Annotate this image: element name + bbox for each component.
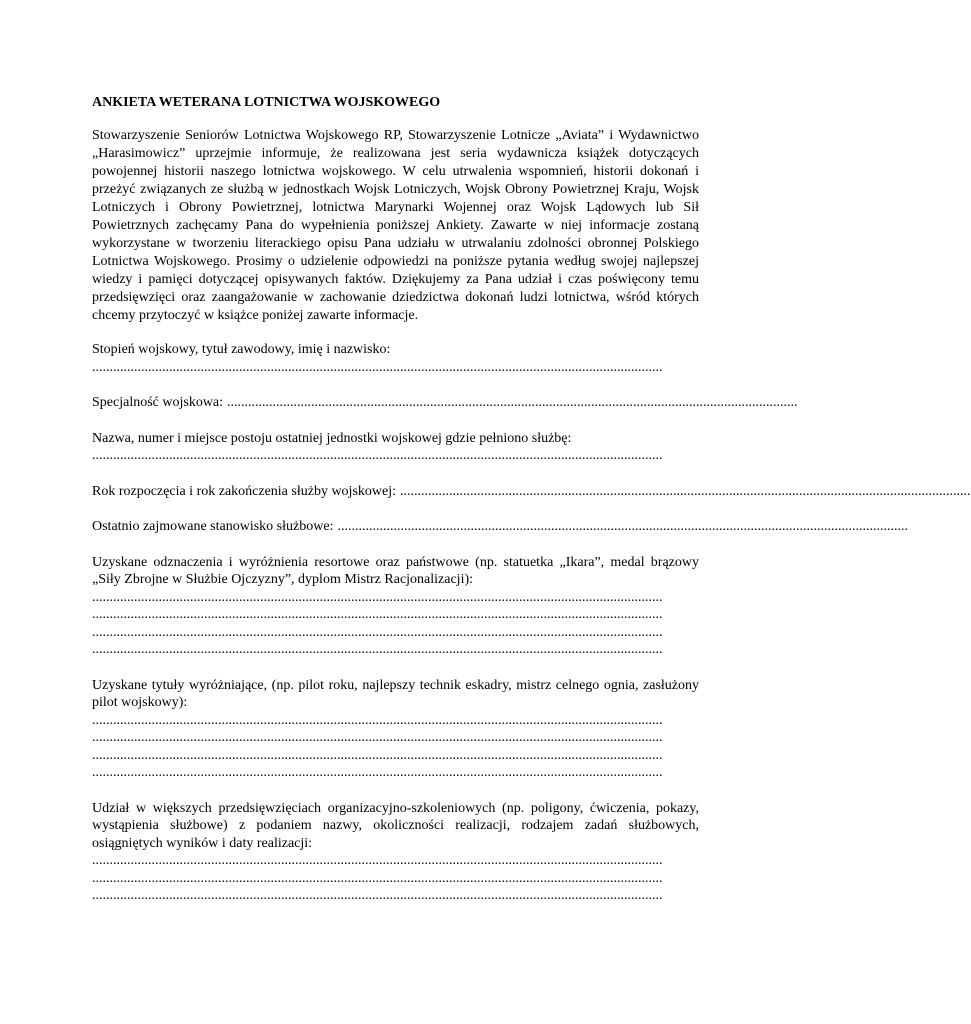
answer-line-position[interactable]: ................................................................................................................................................................... (337, 519, 908, 534)
question-position: Ostatnio zajmowane stanowisko służbowe: (92, 519, 334, 534)
question-projects: Udział w większych przedsięwzięciach organizacyjno-szkoleniowych (np. poligony, ćwiczenia, pokazy, wystąpienia służbowe) z podaniem nazwy, okoliczności realizacji, rodzajem zadań służbowych, osiągniętych wyników i daty realizacji: (92, 800, 699, 851)
question-titles-section (92, 677, 699, 782)
answer-line-projects-3[interactable]: ................................................................................................................................................................... (92, 888, 663, 903)
question-titles: Uzyskane tytuły wyróżniające, (np. pilot roku, najlepszy technik eskadry, mistrz celnego ognia, zasłużony pilot wojskowy): (92, 677, 699, 710)
question-position-section (92, 518, 908, 536)
question-years: Rok rozpoczęcia i rok zakończenia służby wojskowej: (92, 483, 397, 499)
answer-line-awards-4[interactable]: ................................................................................................................................................................... (92, 642, 663, 657)
questionnaire-page (92, 94, 971, 905)
answer-line-titles-3[interactable]: ................................................................................................................................................................... (92, 747, 663, 763)
question-projects-section (92, 800, 699, 905)
answer-line-name[interactable]: ................................................................................................................................................................... (92, 359, 663, 375)
answer-line-awards-3[interactable]: ................................................................................................................................................................... (92, 624, 663, 640)
answer-line-projects-2[interactable]: ................................................................................................................................................................... (92, 870, 663, 886)
question-name: Stopień wojskowy, tytuł zawodowy, imię i nazwisko: (92, 342, 391, 357)
intro-paragraph: Stowarzyszenie Seniorów Lotnictwa Wojskowego RP, Stowarzyszenie Lotnicze „Aviata” i Wydawnictwo „Harasimowicz” uprzejmie informuje, że realizowana jest seria wydawnicza książek dotyczących powojennej historii naszego lotnictwa wojskowego. W celu utrwalenia wspomnień, historii dokonań i przeżyć związanych ze służbą w jednostkach Wojsk Lotniczych, Wojsk Obrony Powietrznej Kraju, Wojsk Lotniczych i Obrony Powietrznej, lotnictwa Marynarki Wojennej oraz Wojsk Lądowych lub Sił Powietrznych zachęcamy Pana do wypełnienia poniższej Ankiety. Zawarte w niej informacje zostaną wykorzystane w tworzeniu literackiego opisu Pana udziału w utrwalaniu zdolności obronnej Polskiego Lotnictwa Wojskowego. Prosimy o udzielenie odpowiedzi na poniższe pytania według swojej najlepszej wiedzy i pamięci dotyczącej opisywanych faktów. Dziękujemy za Pana udział i czas poświęcony temu przedsięwzięci oraz zaangażowanie w zachowanie dziedzictwa dokonań ludzi lotnictwa, wśród których chcemy przytoczyć w książce poniżej zawarte informacje. (92, 128, 699, 323)
answer-line-titles-1[interactable]: ................................................................................................................................................................... (92, 712, 663, 728)
answer-line-years[interactable]: ................................................................................................................................................................... (400, 483, 971, 499)
question-specialty-section (92, 394, 798, 412)
question-specialty: Specjalność wojskowa: (92, 395, 224, 410)
question-unit: Nazwa, numer i miejsce postoju ostatniej jednostki wojskowej gdzie pełniono służbę: (92, 430, 572, 446)
answer-line-titles-4[interactable]: ................................................................................................................................................................... (92, 765, 663, 780)
question-years-section (92, 483, 971, 501)
question-name-section (92, 341, 699, 376)
question-unit-section (92, 430, 699, 465)
answer-line-awards-2[interactable]: ................................................................................................................................................................... (92, 607, 663, 622)
question-awards: Uzyskane odznaczenia i wyróżnienia resortowe oraz państwowe (np. statuetka „Ikara”, medal brązowy „Siły Zbrojne w Służbie Ojczyzny”, dyplom Mistrz Racjonalizacji): (92, 554, 699, 587)
question-awards-section (92, 554, 699, 659)
answer-line-titles-2[interactable]: ................................................................................................................................................................... (92, 730, 663, 745)
answer-line-unit[interactable]: ................................................................................................................................................................... (92, 448, 663, 463)
document-title: ANKIETA WETERANA LOTNICTWA WOJSKOWEGO (92, 95, 441, 110)
answer-line-awards-1[interactable]: ................................................................................................................................................................... (92, 589, 663, 605)
answer-line-projects-1[interactable]: ................................................................................................................................................................... (92, 853, 663, 868)
answer-line-specialty[interactable]: ................................................................................................................................................................... (227, 395, 798, 410)
